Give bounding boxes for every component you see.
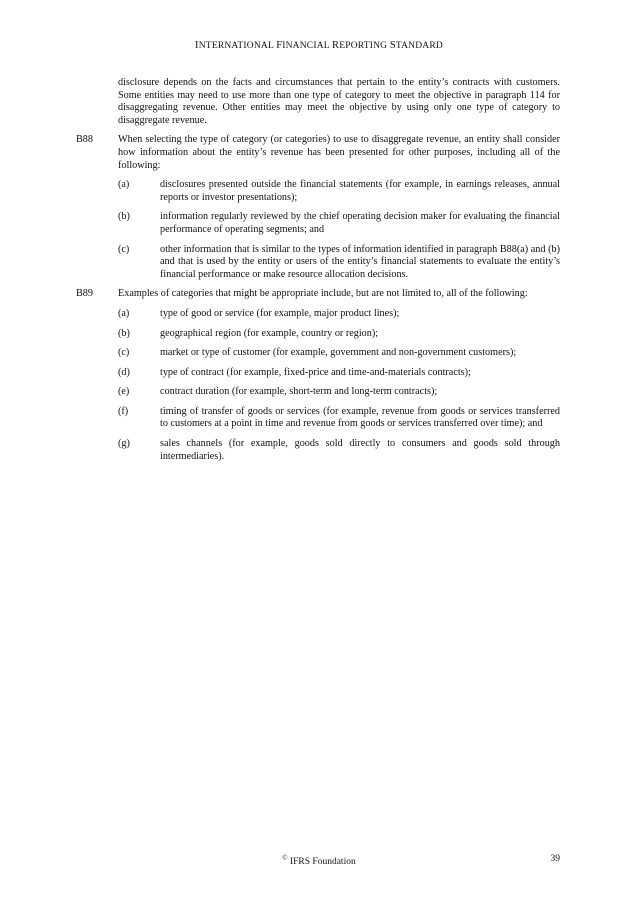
footer-organization <box>0 854 638 867</box>
list-item-label: (b) <box>118 211 130 223</box>
copyright-symbol: © <box>282 854 288 862</box>
list-item-label: (d) <box>118 366 130 378</box>
page-number: 39 <box>550 854 560 864</box>
list-item-text: sales channels (for example, goods sold directly to consumers and goods sold through intermediaries). <box>160 438 560 462</box>
running-header <box>0 40 638 51</box>
header-word: NTERNATIONAL <box>198 41 274 51</box>
header-initial: R <box>332 40 340 51</box>
list-item-label: (a) <box>118 307 130 319</box>
list-item-text: timing of transfer of goods or services (for example, revenue from goods or services transferred to customers at a point in time and revenue from goods or services transferred over time); and <box>160 405 560 430</box>
list-item-label: (c) <box>118 347 130 359</box>
list-item-label: (g) <box>118 438 130 450</box>
list-item-label: (c) <box>118 243 130 255</box>
list-item <box>76 244 560 282</box>
header-initial: I <box>195 40 199 51</box>
list-item <box>76 438 560 463</box>
list-item-text: type of good or service (for example, major product lines); <box>160 307 400 319</box>
continuation-text: disclosure depends on the facts and circumstances that pertain to the entity’s contracts with customers. Some entities may need to use more than one type of category to meet the objective in paragraph 114 for disaggregating revenue. Other entities may meet the objective by using only one type of category to disaggregate revenue. <box>118 77 560 126</box>
list-item-label: (f) <box>118 405 129 417</box>
list-item <box>76 211 560 236</box>
list-item-text: information regularly reviewed by the chief operating decision maker for evaluating the financial performance of operating segments; and <box>160 211 560 235</box>
paragraph-number: B89 <box>76 288 93 300</box>
list-item-text: geographical region (for example, country or region); <box>160 327 379 339</box>
paragraph-text: Examples of categories that might be appropriate include, but are not limited to, all of the following: <box>118 288 528 300</box>
paragraph-b88 <box>76 134 560 172</box>
list-item-label: (b) <box>118 327 130 339</box>
paragraph-text: When selecting the type of category (or categories) to use to disaggregate revenue, an entity shall consider how information about the entity’s revenue has been presented for other purposes, including all of the following: <box>118 134 560 171</box>
list-item <box>76 308 560 321</box>
list-item-label: (a) <box>118 179 130 191</box>
list-item <box>76 367 560 380</box>
list-item-text: disclosures presented outside the financial statements (for example, in earnings releases, annual reports or investor presentations); <box>160 179 560 203</box>
list-item <box>76 386 560 399</box>
list-item <box>76 328 560 341</box>
list-item <box>76 179 560 204</box>
header-word: INANCIAL <box>282 41 330 51</box>
list-item-text: other information that is similar to the types of information identified in paragraph B88(a) and (b) and that is used by the entity or users of the entity’s financial statements to evaluate the entity’s financial performance or make resource allocation decisions. <box>160 243 560 280</box>
page-body <box>76 77 560 463</box>
paragraph-number: B88 <box>76 134 93 146</box>
list-item-text: type of contract (for example, fixed-price and time-and-materials contracts); <box>160 366 471 378</box>
header-initial: F <box>276 40 283 51</box>
list-item-text: market or type of customer (for example, government and non-government customers); <box>160 347 517 359</box>
list-item <box>76 347 560 360</box>
list-item <box>76 406 560 431</box>
list-item-text: contract duration (for example, short-term and long-term contracts); <box>160 386 438 398</box>
header-initial: S <box>389 40 396 51</box>
header-word: EPORTING <box>339 41 388 51</box>
list-item-label: (e) <box>118 386 130 398</box>
paragraph-b89 <box>76 288 560 301</box>
header-word: TANDARD <box>395 41 443 51</box>
organization-name: IFRS Foundation <box>289 857 356 868</box>
